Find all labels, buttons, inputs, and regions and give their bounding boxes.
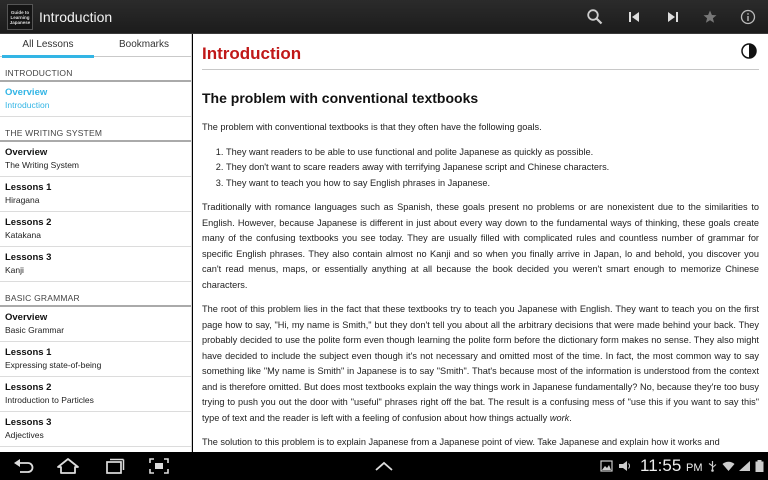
list-item: 2. They don't want to scare readers away with terrifying Japanese script and Chinese characters. xyxy=(226,160,759,176)
item-subtitle: Expressing state-of-being xyxy=(5,360,102,370)
paragraph xyxy=(202,302,759,426)
section-heading: BASIC GRAMMAR xyxy=(0,282,191,307)
star-icon[interactable] xyxy=(701,8,719,26)
clock-time: 11:55 xyxy=(640,456,682,475)
page-title: Introduction xyxy=(202,44,302,63)
status-clock xyxy=(640,456,703,476)
goals-list xyxy=(202,145,759,192)
signal-icon xyxy=(738,460,751,472)
app-icon-text: Guide to Learning Japanese xyxy=(9,10,31,25)
item-title: Lessons 3 xyxy=(5,417,52,428)
action-bar xyxy=(0,0,768,34)
gallery-notification-icon xyxy=(600,460,613,472)
paragraph-end: . xyxy=(569,412,572,423)
item-subtitle: Katakana xyxy=(5,230,41,240)
item-title: Overview xyxy=(5,87,48,98)
item-subtitle: The Writing System xyxy=(5,160,80,170)
item-title: Lessons 1 xyxy=(5,347,52,358)
media-notification-icon xyxy=(618,460,631,472)
item-title: Overview xyxy=(5,312,48,323)
section-heading: THE WRITING SYSTEM xyxy=(0,117,191,142)
app-icon[interactable] xyxy=(7,4,33,30)
item-subtitle: Introduction to Particles xyxy=(5,395,94,405)
article-body xyxy=(202,90,759,452)
sidebar-item-particles[interactable] xyxy=(0,377,191,412)
wifi-icon xyxy=(722,460,735,472)
item-subtitle: Kanji xyxy=(5,265,24,275)
lesson-sidebar xyxy=(0,34,192,452)
title-divider xyxy=(202,69,759,70)
item-title: Lessons 1 xyxy=(5,182,52,193)
sidebar-item-kanji[interactable] xyxy=(0,247,191,282)
lesson-content[interactable] xyxy=(193,34,768,452)
item-subtitle: Adjectives xyxy=(5,430,44,440)
section-heading: INTRODUCTION xyxy=(0,57,191,82)
item-title: Lessons 2 xyxy=(5,382,52,393)
search-icon[interactable] xyxy=(586,8,604,26)
sidebar-item-introduction-overview[interactable] xyxy=(0,82,191,117)
clock-ampm: PM xyxy=(686,462,703,474)
sidebar-item-writing-system-overview[interactable] xyxy=(0,142,191,177)
sidebar-tabs xyxy=(0,34,191,57)
skip-next-icon[interactable] xyxy=(664,8,682,26)
chevron-up-icon[interactable] xyxy=(372,457,396,475)
item-subtitle: Hiragana xyxy=(5,195,40,205)
sidebar-item-state-of-being[interactable] xyxy=(0,342,191,377)
info-icon[interactable] xyxy=(739,8,757,26)
system-nav-bar xyxy=(0,452,768,480)
screenshot-icon[interactable] xyxy=(147,457,171,475)
contrast-icon[interactable] xyxy=(741,43,757,59)
app-title: Introduction xyxy=(39,9,113,25)
list-item: 1. They want readers to be able to use functional and polite Japanese as quickly as possible. xyxy=(226,145,759,161)
item-title: Lessons 2 xyxy=(5,217,52,228)
paragraph: The solution to this problem is to explain Japanese from a Japanese point of view. Take Japanese and explain how it works and xyxy=(202,437,720,447)
item-subtitle: Introduction xyxy=(5,100,50,110)
back-icon[interactable] xyxy=(12,457,36,475)
item-title: Lessons 3 xyxy=(5,252,52,263)
tab-bookmarks[interactable]: Bookmarks xyxy=(118,39,169,50)
emphasis-text: work xyxy=(549,412,570,423)
paragraph-text: The root of this problem lies in the fact that these textbooks try to teach you Japanese with English. They want to teach you on the first page how to say, "Hi, my name is Smith," but they don't tell you about all the arbitrary decisions that were made behind your back. They probably decided to use the polite form even though learning the polite form before the dictionary form makes no sense. They also might have decided to include the subject even though it's not necessary and omitted most of the time. In fact, the most common way to say something like "My name is Smith" in Japanese is to say "Smith". That's because most of the information is understood from the context and is therefore omitted. But does most textbooks explain the way things work in Japanese fundamentally? No, because they're too busy trying to push you out the door with "useful" phrases right off the bat. The result is a confusing mess of "use this if you want to say this" type of text and the reader is left with a feeling of confusion about how things actually xyxy=(202,304,759,423)
section-heading: The problem with conventional textbooks xyxy=(202,90,479,106)
sidebar-item-katakana[interactable] xyxy=(0,212,191,247)
usb-icon xyxy=(706,460,719,472)
sidebar-item-hiragana[interactable] xyxy=(0,177,191,212)
home-icon[interactable] xyxy=(56,457,80,475)
item-title: Overview xyxy=(5,147,48,158)
paragraph: Traditionally with romance languages such as Spanish, these goals present no problems or are nonexistent due to the similarities to English. However, because Japanese is different in just about every way down to the fundamental ways of thinking, these goals create many of the confusing textbooks you see today. They are usually filled with complicated rules and countless number of grammar for specific English phrases. They also contain almost no Kanji and so when you finally arrive in Japan, lo and behold, you discover you can't read menus, maps, or essentially anything at all because the book decided you weren't smart enough to memorize Chinese characters. xyxy=(202,202,759,290)
sidebar-item-basic-grammar-overview[interactable] xyxy=(0,307,191,342)
recent-apps-icon[interactable] xyxy=(102,457,126,475)
sidebar-item-adjectives[interactable] xyxy=(0,412,191,447)
item-subtitle: Basic Grammar xyxy=(5,325,65,335)
battery-icon xyxy=(753,460,763,472)
intro-paragraph: The problem with conventional textbooks is that they often have the following goals. xyxy=(202,122,542,132)
list-item: 3. They want to teach you how to say English phrases in Japanese. xyxy=(226,176,759,192)
skip-previous-icon[interactable] xyxy=(625,8,643,26)
tab-all-lessons[interactable]: All Lessons xyxy=(0,34,96,56)
